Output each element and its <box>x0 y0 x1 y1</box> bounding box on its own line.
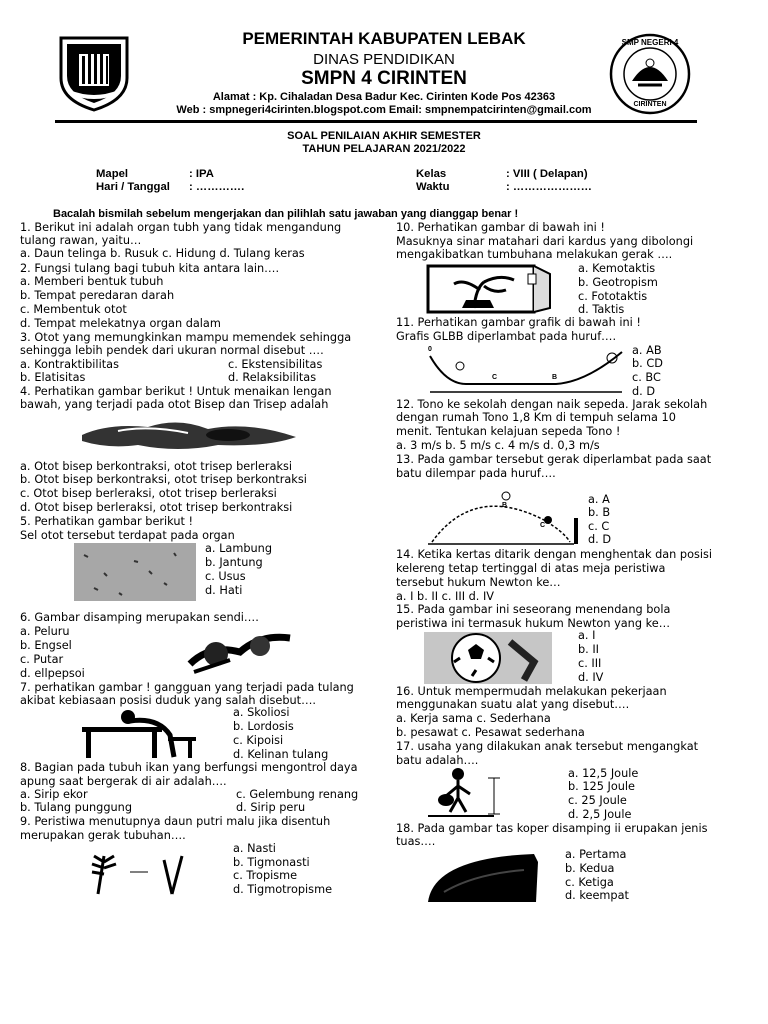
q6-option-c: c. Putar <box>20 653 64 666</box>
q13-option-b: b. B <box>588 506 611 519</box>
q18-option-d: d. keempat <box>565 889 629 902</box>
q15-text: 15. Pada gambar ini seseorang menendang bola <box>396 603 671 616</box>
q17-option-b: b. 125 Joule <box>568 780 635 793</box>
q3-option-d: d. Relaksibilitas <box>228 371 317 384</box>
q2-option-b: b. Tempat peredaran darah <box>20 289 175 302</box>
q5-option-c: c. Usus <box>205 570 246 583</box>
q5-text-2: Sel otot tersebut terdapat pada organ <box>20 529 235 542</box>
q8-option-a: a. Sirip ekor <box>20 788 88 801</box>
soccer-kick-figure <box>424 632 552 684</box>
q7-text-2: akibat kebiasaan posisi duduk yang salah disebut…. <box>20 694 316 707</box>
q17-option-c: c. 25 Joule <box>568 794 627 807</box>
q6-option-b: b. Engsel <box>20 639 72 652</box>
q17-text: 17. usaha yang dilakukan anak tersebut mengangkat <box>396 740 699 753</box>
q6-option-d: d. ellpepsoi <box>20 667 85 680</box>
q12-options: a. 3 m/s b. 5 m/s c. 4 m/s d. 0,3 m/s <box>396 439 600 452</box>
right-logo-bottom-text: CIRINTEN <box>633 101 667 108</box>
mimosa-plant-figure <box>78 846 194 898</box>
q9-text-2: merupakan gerak tubuhan…. <box>20 829 186 842</box>
q9-text: 9. Peristiwa menutupnya daun putri malu jika disentuh <box>20 815 331 828</box>
q16-options-1: a. Kerja sama c. Sederhana <box>396 712 551 725</box>
joint-figure <box>180 624 300 678</box>
q15-option-d: d. IV <box>578 671 604 684</box>
q5-option-a: a. Lambung <box>205 542 272 555</box>
q10-option-a: a. Kemotaktis <box>578 262 656 275</box>
q11-option-b: b. CD <box>632 357 663 370</box>
q7-option-a: a. Skoliosi <box>233 706 290 719</box>
q11-option-a: a. AB <box>632 344 662 357</box>
kelas-value: : VIII ( Delapan) <box>506 168 588 180</box>
q13-option-c: c. C <box>588 520 610 533</box>
q4-option-b: b. Otot bisep berkontraksi, otot trisep berkontraksi <box>20 473 307 486</box>
q7-option-d: d. Kelinan tulang <box>233 748 329 761</box>
q8-option-d: d. Sirip peru <box>236 801 306 814</box>
stone-trajectory-figure <box>424 490 584 546</box>
bad-posture-figure <box>78 707 200 759</box>
q16-text: 16. Untuk mempermudah melakukan pekerjaan <box>396 685 667 698</box>
q14-text-3: tersebut hukum Newton ke… <box>396 576 561 589</box>
mapel-value: : IPA <box>189 168 214 180</box>
q10-option-b: b. Geotropism <box>578 276 658 289</box>
exam-title: SOAL PENILAIAN AKHIR SEMESTER <box>287 130 481 142</box>
header-web-email: Web : smpnegeri4cirinten.blogspot.com Email: smpnempatcirinten@gmail.com <box>176 104 592 116</box>
muscle-cell-figure <box>74 543 196 601</box>
q8-option-b: b. Tulang punggung <box>20 801 133 814</box>
graph-label-b: B <box>552 374 558 381</box>
q5-option-d: d. Hati <box>205 584 243 597</box>
q15-option-c: c. III <box>578 657 602 670</box>
q17-text-2: batu adalah…. <box>396 754 479 767</box>
q10-option-c: c. Fototaktis <box>578 290 648 303</box>
q11-option-d: d. D <box>632 385 656 398</box>
q10-option-d: d. Taktis <box>578 303 625 316</box>
q13-text: 13. Pada gambar tersebut gerak diperlambat pada saat <box>396 453 712 466</box>
q16-text-2: menggunakan suatu alat yang disebut…. <box>396 698 630 711</box>
q4-option-c: c. Otot bisep berleraksi, otot trisep berleraksi <box>20 487 277 500</box>
header-school: SMPN 4 CIRINTEN <box>301 68 467 89</box>
q11-text: 11. Perhatikan gambar grafik di bawah ini ! <box>396 316 641 329</box>
glbb-track-figure <box>426 344 628 394</box>
arm-muscle-figure <box>78 413 300 455</box>
q11-text-2: Grafis GLBB diperlambat pada huruf…. <box>396 330 617 343</box>
q12-text-3: menit. Tentukan kelajuan sepeda Tono ! <box>396 425 621 438</box>
q18-text: 18. Pada gambar tas koper disamping ii erupakan jenis <box>396 822 708 835</box>
q2-option-d: d. Tempat melekatnya organ dalam <box>20 317 221 330</box>
q17-option-d: d. 2,5 Joule <box>568 808 632 821</box>
q8-text: 8. Bagian pada tubuh ikan yang berfungsi mengontrol daya <box>20 761 358 774</box>
q13-option-d: d. D <box>588 533 612 546</box>
waktu-label: Waktu <box>416 181 450 193</box>
q12-text: 12. Tono ke sekolah dengan naik sepeda. Jarak sekolah <box>396 398 708 411</box>
q3-text-2: sehingga lebih pendek dari ukuran normal disebut …. <box>20 344 324 357</box>
q10-text: 10. Perhatikan gambar di bawah ini ! <box>396 221 605 234</box>
trajectory-label-c: C <box>540 522 546 529</box>
q15-option-a: a. I <box>578 629 596 642</box>
q7-option-b: b. Lordosis <box>233 720 294 733</box>
q18-option-b: b. Kedua <box>565 862 615 875</box>
header-rule <box>55 120 697 123</box>
q6-option-a: a. Peluru <box>20 625 70 638</box>
q10-text-2: Masuknya sinar matahari dari kardus yang dibolongi <box>396 235 694 248</box>
q1-text-2: tulang rawan, yaitu… <box>20 234 142 247</box>
q8-option-c: c. Gelembung renang <box>236 788 359 801</box>
q16-options-2: b. pesawat c. Pesawat sederhana <box>396 726 585 739</box>
header-address: Alamat : Kp. Cihaladan Desa Badur Kec. Cirinten Kode Pos 42363 <box>212 91 556 103</box>
q3-text: 3. Otot yang memungkinkan mampu memendek sehingga <box>20 331 352 344</box>
q18-option-a: a. Pertama <box>565 848 627 861</box>
graph-label-0: 0 <box>428 346 432 353</box>
q13-text-2: batu dilempar pada huruf…. <box>396 467 556 480</box>
kelas-label: Kelas <box>416 168 447 180</box>
q4-text: 4. Perhatikan gambar berikut ! Untuk menaikan lengan <box>20 385 332 398</box>
q4-option-d: d. Otot bisep berleraksi, otot trisep berkontraksi <box>20 501 293 514</box>
trajectory-label-b: B <box>502 502 508 509</box>
suitcase-figure <box>424 852 542 906</box>
mapel-label: Mapel <box>96 168 129 180</box>
q12-text-2: dengan rumah Tono 1,8 Km di tempuh selama 10 <box>396 411 676 424</box>
graph-label-c: C <box>492 374 498 381</box>
q9-option-c: c. Tropisme <box>233 869 298 882</box>
plant-box-figure <box>424 264 554 314</box>
q5-option-b: b. Jantung <box>205 556 263 569</box>
header-department: DINAS PENDIDIKAN <box>313 51 455 68</box>
q1-text: 1. Berikut ini adalah organ tubh yang tidak mengandung <box>20 221 342 234</box>
q9-option-a: a. Nasti <box>233 842 276 855</box>
header-government: PEMERINTAH KABUPATEN LEBAK <box>242 29 526 48</box>
q14-text-2: kelereng tetap tertinggal di atas meja peristiwa <box>396 562 666 575</box>
q13-option-a: a. A <box>588 493 610 506</box>
right-logo-top-text: SMP NEGERI 4 <box>621 38 679 47</box>
exam-year: TAHUN PELAJARAN 2021/2022 <box>302 143 466 155</box>
q7-option-c: c. Kipoisi <box>233 734 284 747</box>
q9-option-b: b. Tigmonasti <box>233 856 310 869</box>
q8-text-2: apung saat bergerak di air adalah…. <box>20 775 227 788</box>
q2-option-c: c. Membentuk otot <box>20 303 127 316</box>
q10-text-3: mengakibatkan tumbuhana melakukan gerak …. <box>396 248 673 261</box>
waktu-value: : ………………… <box>506 181 592 193</box>
q3-option-a: a. Kontraktibilitas <box>20 358 119 371</box>
q6-text: 6. Gambar disamping merupakan sendi…. <box>20 611 259 624</box>
q15-option-b: b. II <box>578 643 600 656</box>
q9-option-d: d. Tigmotropisme <box>233 883 333 896</box>
q3-option-c: c. Ekstensibilitas <box>228 358 323 371</box>
q7-text: 7. perhatikan gambar ! gangguan yang terjadi pada tulang <box>20 681 354 694</box>
hari-value: : …………. <box>189 181 245 193</box>
q1-options: a. Daun telinga b. Rusuk c. Hidung d. Tulang keras <box>20 247 305 260</box>
q18-option-c: c. Ketiga <box>565 876 614 889</box>
q5-text: 5. Perhatikan gambar berikut ! <box>20 515 194 528</box>
q14-text: 14. Ketika kertas ditarik dengan menghentak dan posisi <box>396 548 713 561</box>
q2-option-a: a. Memberi bentuk tubuh <box>20 275 164 288</box>
q17-option-a: a. 12,5 Joule <box>568 767 639 780</box>
q3-option-b: b. Elatisitas <box>20 371 86 384</box>
q15-text-2: peristiwa ini termasuk hukum Newton yang ke… <box>396 617 670 630</box>
q11-option-c: c. BC <box>632 371 661 384</box>
hari-label: Hari / Tanggal <box>96 181 170 193</box>
q14-options: a. I b. II c. III d. IV <box>396 590 495 603</box>
q4-text-2: bawah, yang terjadi pada otot Bisep dan Trisep adalah <box>20 398 329 411</box>
q2-text: 2. Fungsi tulang bagi tubuh kita antara lain…. <box>20 262 280 275</box>
q18-text-2: tuas…. <box>396 835 436 848</box>
q4-option-a: a. Otot bisep berkontraksi, otot trisep berleraksi <box>20 460 293 473</box>
boy-lifting-stone-figure <box>424 766 536 818</box>
instruction: Bacalah bismilah sebelum mengerjakan dan pilihlah satu jawaban yang dianggap benar ! <box>53 208 519 220</box>
